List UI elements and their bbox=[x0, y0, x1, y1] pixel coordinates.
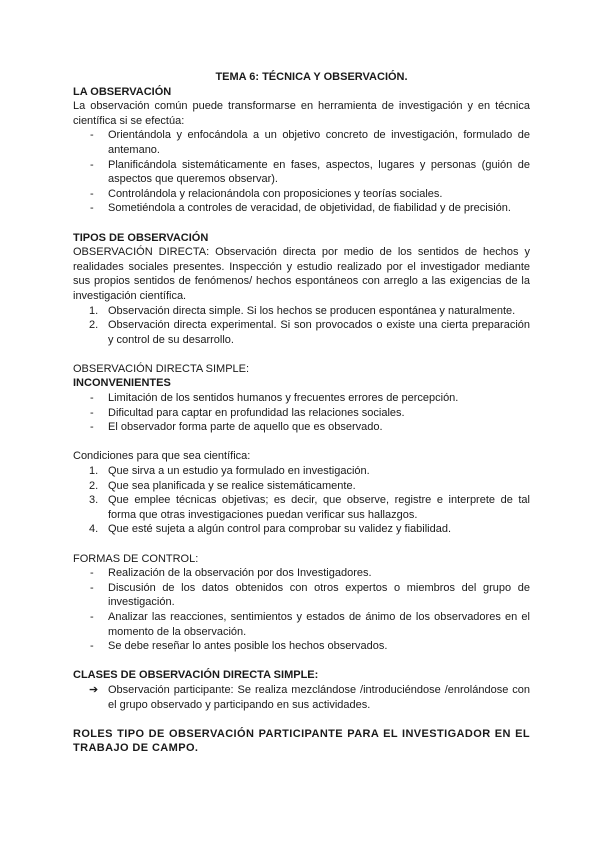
list-text: Observación participante: Se realiza mezclándose /introduciéndose /enrolándose con el grupo observado y participando en sus actividades. bbox=[108, 683, 530, 711]
list-number: 4. bbox=[89, 523, 99, 536]
list-item: - Se debe reseñar lo antes posible los hechos observados. bbox=[73, 639, 530, 654]
observacion-intro: La observación común puede transformarse en herramienta de investigación y en técnica científica si se efectúa: bbox=[73, 100, 530, 127]
list-item: - Dificultad para captar en profundidad las relaciones sociales. bbox=[73, 406, 530, 421]
observacion-heading: LA OBSERVACIÓN bbox=[73, 85, 172, 98]
list-number: 1. bbox=[89, 465, 99, 478]
list-item bbox=[73, 479, 530, 494]
list-item: - El observador forma parte de aquello que es observado. bbox=[73, 420, 530, 435]
simple-label: OBSERVACIÓN DIRECTA SIMPLE: bbox=[73, 362, 250, 375]
list-item bbox=[73, 522, 530, 537]
clases-heading: CLASES DE OBSERVACIÓN DIRECTA SIMPLE: bbox=[73, 669, 319, 682]
roles-heading: ROLES TIPO DE OBSERVACIÓN PARTICIPANTE PARA EL INVESTIGADOR EN EL TRABAJO DE CAMPO. bbox=[73, 727, 530, 755]
condiciones-label: Condiciones para que sea científica: bbox=[73, 450, 251, 463]
list-item: - Sometiéndola a controles de veracidad, de objetividad, de fiabilidad y de precisión. bbox=[73, 201, 530, 216]
list-number: 1. bbox=[89, 304, 99, 317]
document-title: TEMA 6: TÉCNICA Y OBSERVACIÓN. bbox=[215, 71, 408, 83]
list-text: Que sirva a un estudio ya formulado en investigación. bbox=[108, 465, 370, 478]
list-item bbox=[73, 683, 530, 712]
list-item: - Planificándola sistemáticamente en fases, aspectos, lugares y personas (guión de aspectos que queremos observar). bbox=[73, 158, 530, 187]
inconvenientes-list bbox=[73, 391, 530, 435]
list-item: - Orientándola y enfocándola a un objetivo concreto de investigación, formulado de antemano. bbox=[73, 128, 530, 157]
list-text: Que sea planificada y se realice sistemáticamente. bbox=[108, 479, 356, 492]
list-item bbox=[73, 304, 530, 319]
list-item: - Realización de la observación por dos Investigadores. bbox=[73, 566, 530, 581]
list-item: - Analizar las reacciones, sentimientos y estados de ánimo de los observadores en el momento de la observación. bbox=[73, 610, 530, 639]
tipos-intro: OBSERVACIÓN DIRECTA: Observación directa por medio de los sentidos de hechos y realidades sociales presentes. Inspección y estudio realizado por el investigador mediante sus propios sentidos de fenómenos/ hechos espontáneos con arreglo a las exigencias de la investigación científica. bbox=[73, 246, 530, 302]
clases-list bbox=[73, 683, 530, 712]
list-item bbox=[73, 464, 530, 479]
list-text: Que emplee técnicas objetivas; es decir, que observe, registre e interprete de tal forma que otras investigaciones puedan verificar sus hallazgos. bbox=[108, 494, 530, 521]
tipos-heading: TIPOS DE OBSERVACIÓN bbox=[73, 231, 209, 244]
list-number: 3. bbox=[89, 494, 99, 507]
tipos-list bbox=[73, 304, 530, 348]
condiciones-list bbox=[73, 464, 530, 537]
document-body bbox=[73, 70, 530, 756]
list-number: 2. bbox=[89, 319, 99, 332]
list-text: Observación directa simple. Si los hechos se producen espontánea y naturalmente. bbox=[108, 304, 516, 317]
list-item: - Controlándola y relacionándola con proposiciones y teorías sociales. bbox=[73, 187, 530, 202]
control-list bbox=[73, 566, 530, 654]
list-number: 2. bbox=[89, 479, 99, 492]
inconvenientes-heading: INCONVENIENTES bbox=[73, 377, 171, 390]
list-text: Que esté sujeta a algún control para comprobar su validez y fiabilidad. bbox=[108, 523, 452, 536]
list-text: Observación directa experimental. Si son provocados o existe una cierta preparación y control de su desarrollo. bbox=[108, 319, 530, 346]
arrow-icon: ➔ bbox=[89, 683, 99, 696]
observacion-list bbox=[73, 128, 530, 216]
control-label: FORMAS DE CONTROL: bbox=[73, 552, 199, 565]
list-item bbox=[73, 318, 530, 347]
list-item bbox=[73, 493, 530, 522]
list-item: - Limitación de los sentidos humanos y frecuentes errores de percepción. bbox=[73, 391, 530, 406]
list-item: - Discusión de los datos obtenidos con otros expertos o miembros del grupo de investigación. bbox=[73, 581, 530, 610]
